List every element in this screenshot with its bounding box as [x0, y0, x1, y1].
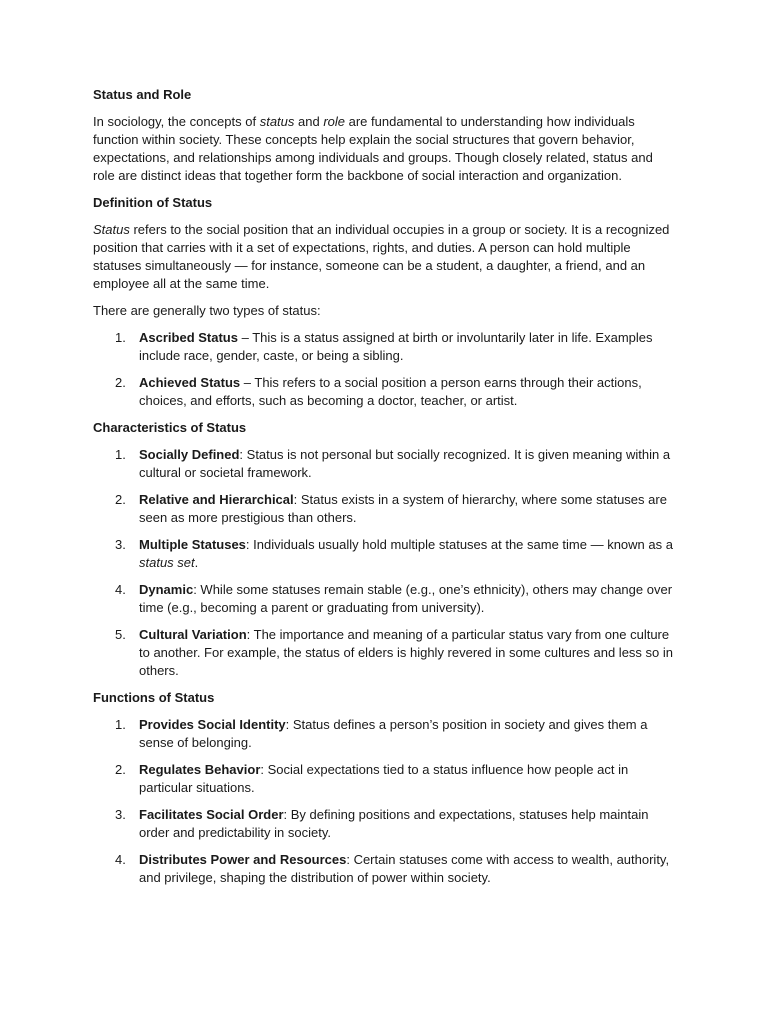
intro-paragraph — [93, 113, 678, 185]
list-text: : While some statuses remain stable (e.g., one’s ethnicity), others may change over time (e.g., becoming a parent or graduating from university). — [139, 582, 673, 615]
list-item — [93, 761, 678, 797]
intro-text-3: are fundamental to understanding how individuals function within society. These concepts help explain the social structures that govern behavior, expectations, and relationships among individuals and groups. Though closely related, status and role are distinct ideas that together form the backbone of social interaction and organization. — [93, 114, 653, 183]
list-text: : Certain statuses come with access to wealth, authority, and privilege, shaping the distribution of power within society. — [139, 852, 670, 885]
list-term: Multiple Statuses — [139, 537, 246, 552]
list-number: 4. — [115, 852, 126, 867]
list-term: Achieved Status — [139, 375, 241, 390]
list-number: 5. — [115, 627, 126, 642]
list-item — [93, 581, 678, 617]
list-text: – This is a status assigned at birth or involuntarily later in life. Examples include race, gender, caste, or being a sibling. — [139, 330, 653, 363]
list-number: 4. — [115, 582, 126, 597]
list-number: 1. — [115, 330, 126, 345]
status-set-term: status set — [139, 555, 195, 570]
list-text: – This refers to a social position a person earns through their actions, choices, and efforts, such as becoming a doctor, teacher, or artist. — [139, 375, 642, 408]
list-term: Socially Defined — [139, 447, 240, 462]
list-text: : Individuals usually hold multiple statuses at the same time — known as a — [245, 537, 673, 552]
list-text: : Social expectations tied to a status influence how people act in particular situations. — [139, 762, 629, 795]
definition-heading: Definition of Status — [93, 195, 213, 210]
intro-role-term: role — [323, 114, 345, 129]
list-text-tail: . — [194, 555, 199, 570]
list-number: 2. — [115, 762, 126, 777]
list-item — [93, 446, 678, 482]
definition-text: refers to the social position that an individual occupies in a group or society. It is a recognized position that carries with it a set of expectations, rights, and duties. A person can hold multiple statuses simultaneously — for instance, someone can be a student, a daughter, a friend, and an employee all at the same time. — [93, 222, 670, 291]
list-term: Dynamic — [139, 582, 194, 597]
definition-paragraph — [93, 221, 678, 293]
list-term: Distributes Power and Resources — [139, 852, 347, 867]
list-item — [93, 329, 678, 365]
list-term: Relative and Hierarchical — [139, 492, 294, 507]
list-number: 3. — [115, 807, 126, 822]
intro-text-1: In sociology, the concepts of — [93, 114, 260, 129]
functions-heading: Functions of Status — [93, 690, 215, 705]
characteristics-heading: Characteristics of Status — [93, 420, 247, 435]
document-title: Status and Role — [93, 87, 192, 102]
list-term: Regulates Behavior — [139, 762, 261, 777]
list-text: : The importance and meaning of a particular status vary from one culture to another. For example, the status of elders is highly revered in some cultures and less so in others. — [139, 627, 673, 678]
definition-status-term: Status — [93, 222, 130, 237]
list-item — [93, 374, 678, 410]
list-text: : Status defines a person’s position in society and gives them a sense of belonging. — [139, 717, 648, 750]
list-term: Ascribed Status — [139, 330, 238, 345]
list-number: 1. — [115, 447, 126, 462]
types-intro: There are generally two types of status: — [93, 303, 321, 318]
characteristics-list — [93, 446, 678, 680]
list-text: : By defining positions and expectations, statuses help maintain order and predictability in society. — [139, 807, 649, 840]
list-term: Cultural Variation — [139, 627, 247, 642]
status-types-list — [93, 329, 678, 410]
list-text: : Status is not personal but socially recognized. It is given meaning within a cultural or societal framework. — [139, 447, 671, 480]
list-term: Facilitates Social Order — [139, 807, 284, 822]
list-item — [93, 716, 678, 752]
list-item — [93, 491, 678, 527]
intro-status-term: status — [259, 114, 295, 129]
list-term: Provides Social Identity — [139, 717, 286, 732]
list-number: 2. — [115, 375, 126, 390]
list-number: 2. — [115, 492, 126, 507]
list-text: : Status exists in a system of hierarchy, where some statuses are seen as more prestigious than others. — [139, 492, 667, 525]
list-number: 3. — [115, 537, 126, 552]
functions-list — [93, 716, 678, 887]
list-item — [93, 536, 678, 572]
document-page — [93, 86, 678, 896]
list-number: 1. — [115, 717, 126, 732]
list-item — [93, 806, 678, 842]
intro-text-2: and — [294, 114, 324, 129]
list-item — [93, 851, 678, 887]
list-item — [93, 626, 678, 680]
